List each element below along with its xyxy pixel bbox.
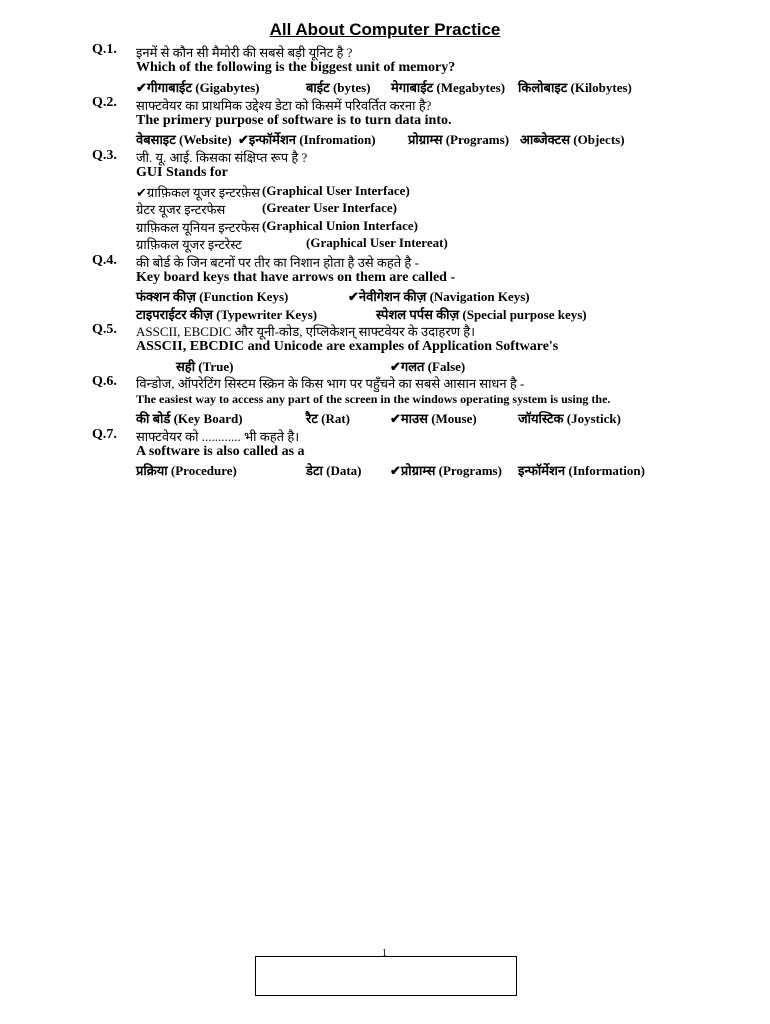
option: जॉयस्टिक (Joystick): [518, 411, 621, 426]
question-number: Q.2.: [92, 95, 117, 110]
question-hindi: साफ्टवेयर को ............ भी कहते है।: [136, 429, 300, 444]
option-english: (Graphical Union Interface): [262, 218, 418, 233]
question-english: The easiest way to access any part of the screen in the windows operating system is using the.: [136, 392, 611, 406]
question-hindi: विन्डोज, ऑपरेटिंग सिस्टम स्क्रिन के किस भाग पर पहुँचने का सबसे आसान साधन है -: [136, 376, 525, 391]
option-hindi: ग्राफ़िकल यूजर इन्टरेस्ट: [136, 237, 242, 252]
question-number: Q.5.: [92, 322, 117, 337]
option: ✔प्रोग्राम्स (Programs): [390, 463, 502, 478]
question-number: Q.3.: [92, 148, 117, 163]
option: आब्जेक्टस (Objects): [520, 132, 625, 147]
option: मेगाबाईट (Megabytes): [391, 80, 506, 95]
question-hindi: साफ्टवेयर का प्राथमिक उद्देश्य डेटा को किसमें परिवर्तित करना है?: [136, 98, 432, 113]
option: किलोबाइट (Kilobytes): [518, 80, 632, 95]
option: रैट (Rat): [306, 411, 350, 426]
question-number: Q.6.: [92, 374, 117, 389]
question-english: A software is also called as a: [136, 444, 305, 459]
option: स्पेशल पर्पस कीज़ (Special purpose keys): [376, 307, 587, 322]
option: वेबसाइट (Website): [136, 132, 232, 147]
question-hindi: ASSCII, EBCDIC और यूनी-कोड, एप्लिकेशन् साफ्टवेयर के उदाहरण है।: [136, 324, 476, 339]
question-english: Key board keys that have arrows on them are called -: [136, 270, 456, 285]
page-title: All About Computer Practice: [269, 20, 501, 39]
question-hindi: की बोर्ड के जिन बटनों पर तीर का निशान होता है उसे कहते है -: [136, 255, 419, 270]
question-hindi: जी. यू. आई. किसका संक्षिप्त रूप है ?: [136, 150, 308, 165]
option: सही (True): [176, 359, 234, 374]
question-english: GUI Stands for: [136, 165, 228, 180]
option: की बोर्ड (Key Board): [136, 411, 243, 426]
option: इन्फॉर्मेशन (Information): [518, 463, 645, 478]
question-english: The primery purpose of software is to turn data into.: [136, 113, 452, 128]
option-english: (Graphical User Interface): [262, 183, 410, 198]
option: ✔माउस (Mouse): [390, 411, 477, 426]
option: फंक्शन कीज़ (Function Keys): [136, 289, 289, 304]
footer-box: [255, 956, 517, 996]
page-number: 1: [382, 948, 387, 959]
option: ✔गीगाबाईट (Gigabytes): [136, 80, 260, 95]
option-hindi: ग्रेटर यूजर इन्टरफेस: [136, 202, 226, 217]
option: प्रक्रिया (Procedure): [136, 463, 237, 478]
option: ✔नेवीगेशन कीज़ (Navigation Keys): [348, 289, 530, 304]
option: बाईट (bytes): [306, 80, 371, 95]
option: ✔गलत (False): [390, 359, 466, 374]
option: प्रोग्राम्स (Programs): [408, 132, 510, 147]
option-english: (Greater User Interface): [262, 200, 397, 215]
question-number: Q.7.: [92, 427, 117, 442]
question-english: Which of the following is the biggest unit of memory?: [136, 60, 456, 75]
question-number: Q.4.: [92, 253, 117, 268]
question-hindi: इनमें से कौन सी मैमोरी की सबसे बड़ी यूनिट है ?: [136, 45, 353, 60]
option-hindi: ✔ग्राफ़िकल यूजर इन्टरफ़ेस: [136, 185, 260, 200]
question-english: ASSCII, EBCDIC and Unicode are examples of Application Software's: [136, 339, 559, 354]
option: टाइपराईटर कीज़ (Typewriter Keys): [136, 307, 318, 322]
option: ✔इन्फॉर्मेशन (Infromation): [238, 132, 376, 147]
option: डेटा (Data): [306, 463, 362, 478]
option-hindi: ग्राफ़िकल यूनियन इन्टरफेस: [136, 220, 260, 235]
question-number: Q.1.: [92, 42, 117, 57]
option-english: (Graphical User Intereat): [306, 235, 448, 250]
